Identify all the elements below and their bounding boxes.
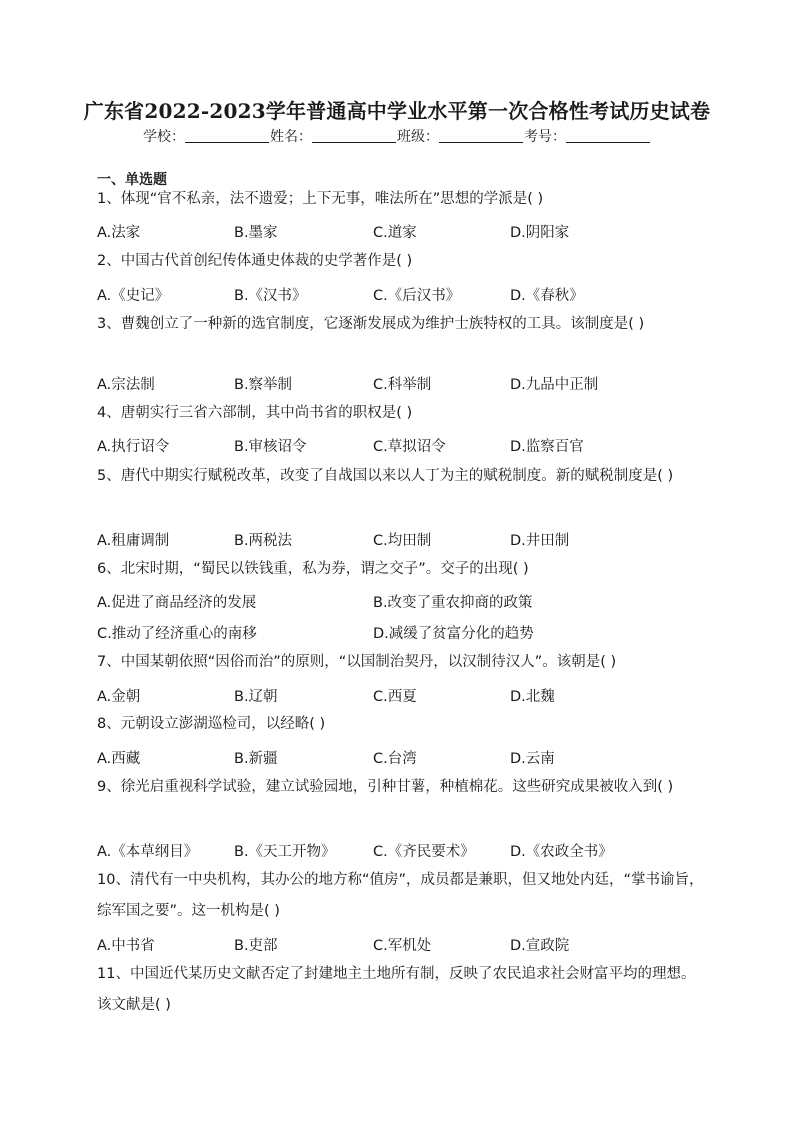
option-b: B.吏部 xyxy=(234,938,278,954)
option-d: D.监察百官 xyxy=(510,439,584,455)
question-9: 9、徐光启重视科学试验，建立试验园地，引种甘薯，种植棉花。这些研究成果被收入到( ) xyxy=(97,779,674,795)
question-3: 3、曹魏创立了一种新的选官制度，它逐渐发展成为维护士族特权的工具。该制度是( ) xyxy=(97,316,645,332)
class-label: 班级： xyxy=(397,129,439,145)
question-1-options xyxy=(97,221,707,245)
question-9-options xyxy=(97,840,707,864)
option-b: B.墨家 xyxy=(234,225,278,241)
question-6-options-row1 xyxy=(97,591,707,615)
option-b: B.新疆 xyxy=(234,751,278,767)
option-b: B.审核诏令 xyxy=(234,439,307,455)
option-a: A.租庸调制 xyxy=(97,533,170,549)
question-11: 11、中国近代某历史文献否定了封建地主土地所有制，反映了农民追求社会财富平均的理想。该文献是( ) xyxy=(97,966,696,1013)
option-b: B.辽朝 xyxy=(234,689,278,705)
option-d: D.阴阳家 xyxy=(510,225,570,241)
option-b: B.《天工开物》 xyxy=(234,844,336,860)
question-6-options-row2 xyxy=(97,622,707,646)
option-d: D.井田制 xyxy=(510,533,570,549)
option-a: A.中书省 xyxy=(97,938,155,954)
option-c: C.《后汉书》 xyxy=(373,288,461,304)
question-4-options xyxy=(97,435,707,459)
question-8-options xyxy=(97,747,707,771)
option-d: D.九品中正制 xyxy=(510,377,599,393)
option-a: A.宗法制 xyxy=(97,377,155,393)
option-c: C.台湾 xyxy=(373,751,417,767)
option-a: A.西藏 xyxy=(97,751,141,767)
option-c: C.科举制 xyxy=(373,377,432,393)
name-label: 姓名： xyxy=(270,129,312,145)
option-c: C.西夏 xyxy=(373,689,417,705)
option-d: D.《农政全书》 xyxy=(510,844,613,860)
option-c: C.《齐民要术》 xyxy=(373,844,475,860)
question-1: 1、体现“官不私亲，法不遗爱；上下无事，唯法所在”思想的学派是( ) xyxy=(97,191,544,207)
option-b: B.《汉书》 xyxy=(234,288,307,304)
question-3-options xyxy=(97,373,707,397)
option-c: C.均田制 xyxy=(373,533,432,549)
question-6: 6、北宋时期，“蜀民以铁钱重，私为券，谓之交子”。交子的出现( ) xyxy=(97,561,529,577)
option-c: C.军机处 xyxy=(373,938,432,954)
option-c: C.推动了经济重心的南移 xyxy=(97,626,257,642)
question-5: 5、唐代中期实行赋税改革，改变了自战国以来以人丁为主的赋税制度。新的赋税制度是( ) xyxy=(97,468,674,484)
name-blank xyxy=(312,128,396,143)
option-a: A.《本草纲目》 xyxy=(97,844,199,860)
option-a: A.《史记》 xyxy=(97,288,170,304)
option-b: B.改变了重农抑商的政策 xyxy=(373,595,533,611)
option-d: D.宣政院 xyxy=(510,938,570,954)
option-d: D.云南 xyxy=(510,751,555,767)
option-a: A.金朝 xyxy=(97,689,141,705)
option-a: A.促进了商品经济的发展 xyxy=(97,595,257,611)
option-a: A.执行诏令 xyxy=(97,439,170,455)
option-d: D.《春秋》 xyxy=(510,288,584,304)
number-blank xyxy=(566,128,650,143)
school-blank xyxy=(185,128,269,143)
option-a: A.法家 xyxy=(97,225,141,241)
student-info-line xyxy=(0,126,794,146)
option-b: B.两税法 xyxy=(234,533,293,549)
question-7-options xyxy=(97,685,707,709)
question-2-options xyxy=(97,284,707,308)
question-10-options xyxy=(97,934,707,958)
option-b: B.察举制 xyxy=(234,377,293,393)
question-2: 2、中国古代首创纪传体通史体裁的史学著作是( ) xyxy=(97,253,413,269)
exam-title: 广东省2022-2023学年普通高中学业水平第一次合格性考试历史试卷 xyxy=(83,99,711,123)
option-c: C.道家 xyxy=(373,225,417,241)
number-label: 考号： xyxy=(524,129,566,145)
option-c: C.草拟诏令 xyxy=(373,439,446,455)
school-label: 学校： xyxy=(143,129,185,145)
option-d: D.北魏 xyxy=(510,689,555,705)
section-heading: 一、单选题 xyxy=(97,172,167,188)
class-blank xyxy=(439,128,523,143)
question-10: 10、清代有一中央机构，其办公的地方称“值房”，成员都是兼职，但又地处内廷，“掌书谕旨，综军国之要”。这一机构是( ) xyxy=(97,872,704,919)
question-7: 7、中国某朝依照“因俗而治”的原则，“以国制治契丹，以汉制待汉人”。该朝是( ) xyxy=(97,654,617,670)
question-5-options xyxy=(97,529,707,553)
question-8: 8、元朝设立澎湖巡检司，以经略( ) xyxy=(97,716,326,732)
option-d: D.减缓了贫富分化的趋势 xyxy=(373,626,534,642)
question-4: 4、唐朝实行三省六部制，其中尚书省的职权是( ) xyxy=(97,405,413,421)
